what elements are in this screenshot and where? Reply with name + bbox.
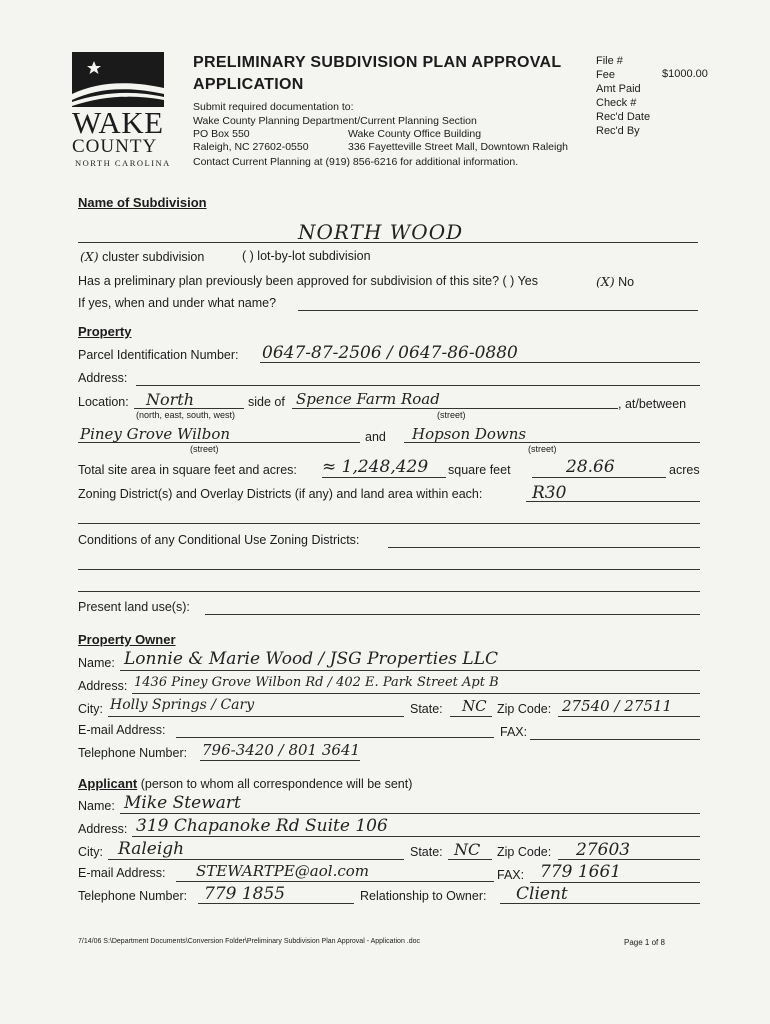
property-heading: Property (78, 324, 132, 339)
conditions-line-1[interactable] (388, 547, 700, 548)
city-text: Raleigh, NC 27602-0550 (193, 141, 309, 153)
land-use-line[interactable] (205, 614, 700, 615)
address-line[interactable] (136, 385, 700, 386)
applicant-fax-line (530, 882, 700, 883)
owner-city-line (108, 716, 404, 717)
applicant-email-line (176, 881, 494, 882)
area-sqft-value[interactable]: ≈ 1,248,429 (322, 457, 429, 477)
area-sqft-line (322, 477, 446, 478)
owner-address-line (132, 693, 700, 694)
submit-text: Submit required documentation to: (193, 101, 354, 113)
prev-approval-question: Has a preliminary plan previously been approved for subdivision of this site? ( ) Yes (78, 274, 538, 288)
owner-email-line[interactable] (176, 737, 494, 738)
street3-line (404, 442, 700, 443)
street1-hint: (street) (437, 410, 466, 420)
applicant-email-label: E-mail Address: (78, 866, 166, 880)
office-label-fee: Fee (596, 69, 615, 81)
relationship-value[interactable]: Client (516, 884, 568, 904)
applicant-address-line (132, 836, 700, 837)
parcel-line (260, 362, 700, 363)
applicant-state-value[interactable]: NC (454, 840, 481, 859)
owner-name-label: Name: (78, 656, 115, 670)
form-title (193, 52, 561, 96)
applicant-fax-label: FAX: (497, 868, 525, 882)
owner-address-label: Address: (78, 679, 128, 693)
applicant-heading-row (78, 776, 412, 791)
side-of-label: side of (248, 395, 285, 409)
at-between-label: , at/between (618, 397, 687, 411)
area-acres-value[interactable]: 28.66 (566, 457, 615, 477)
applicant-state-line (448, 859, 492, 860)
area-label: Total site area in square feet and acres: (78, 463, 297, 477)
applicant-zip-value[interactable]: 27603 (576, 840, 631, 860)
office-label-file: File # (596, 55, 623, 67)
applicant-city-line (108, 859, 404, 860)
applicant-name-label: Name: (78, 799, 115, 813)
street-text: 336 Fayetteville Street Mall, Downtown Raleigh (348, 141, 569, 153)
dept-text: Wake County Planning Department/Current Planning Section (193, 115, 477, 127)
street2-hint: (street) (190, 444, 219, 454)
applicant-heading-note: (person to whom all correspondence will be sent) (140, 777, 413, 791)
applicant-phone-value[interactable]: 779 1855 (204, 884, 286, 904)
title-line-1: PRELIMINARY SUBDIVISION PLAN APPROVAL (193, 54, 562, 71)
applicant-name-value[interactable]: Mike Stewart (124, 793, 241, 813)
po-box-text: PO Box 550 (193, 128, 250, 140)
applicant-name-line (120, 813, 700, 814)
subdivision-name-line (78, 242, 698, 243)
lot-label: lot-by-lot subdivision (257, 249, 371, 263)
street3-hint: (street) (528, 444, 557, 454)
zoning-value[interactable]: R30 (532, 483, 567, 503)
building-text: Wake County Office Building (348, 128, 482, 140)
subdivision-heading: Name of Subdivision (78, 195, 207, 210)
land-use-label: Present land use(s): (78, 600, 190, 614)
applicant-zip-line (558, 859, 700, 860)
cluster-label: cluster subdivision (102, 250, 205, 264)
owner-state-label: State: (410, 702, 443, 716)
applicant-fax-value[interactable]: 779 1661 (540, 862, 622, 882)
applicant-phone-line (198, 903, 354, 904)
office-label-recd-by: Rec'd By (596, 125, 640, 137)
owner-fax-label: FAX: (500, 725, 528, 739)
direction-hint: (north, east, south, west) (136, 410, 236, 420)
conditions-label: Conditions of any Conditional Use Zoning Districts: (78, 533, 360, 547)
relationship-line (500, 903, 700, 904)
logo-state-text: NORTH CAROLINA (75, 158, 171, 168)
owner-city-label: City: (78, 702, 103, 716)
owner-heading: Property Owner (78, 632, 176, 647)
applicant-city-label: City: (78, 845, 103, 859)
applicant-address-value[interactable]: 319 Chapanoke Rd Suite 106 (136, 816, 388, 836)
owner-phone-label: Telephone Number: (78, 746, 188, 760)
owner-address-value[interactable]: 1436 Piney Grove Wilbon Rd / 402 E. Park Street Apt B (134, 675, 499, 690)
lot-mark: ( ) (242, 249, 254, 263)
lot-checkbox[interactable] (242, 249, 371, 263)
location-direction-line (134, 408, 244, 409)
applicant-email-value[interactable]: STEWARTPE@aol.com (196, 862, 370, 880)
applicant-city-value[interactable]: Raleigh (118, 839, 185, 859)
applicant-phone-label: Telephone Number: (78, 889, 188, 903)
parcel-value[interactable]: 0647-87-2506 / 0647-86-0880 (262, 343, 518, 363)
if-yes-label: If yes, when and under what name? (78, 296, 277, 310)
owner-phone-line (200, 760, 360, 761)
sqft-label: square feet (448, 463, 511, 477)
office-use-block (596, 54, 650, 138)
fee-value: $1000.00 (662, 68, 708, 80)
street3-value[interactable]: Hopson Downs (412, 425, 527, 443)
footer-page: Page 1 of 8 (624, 938, 665, 947)
office-label-check: Check # (596, 97, 637, 109)
owner-email-label: E-mail Address: (78, 723, 166, 737)
prev-no-mark: (X) (596, 274, 615, 289)
owner-zip-value[interactable]: 27540 / 27511 (562, 697, 673, 715)
street2-value[interactable]: Piney Grove Wilbon (80, 425, 231, 443)
owner-phone-value[interactable]: 796-3420 / 801 3641 (202, 741, 361, 759)
office-label-recd-date: Rec'd Date (596, 111, 651, 123)
location-direction-value[interactable]: North (146, 390, 195, 409)
address-label: Address: (78, 371, 128, 385)
conditions-line-2[interactable] (78, 569, 700, 570)
owner-city-value[interactable]: Holly Springs / Cary (110, 697, 255, 713)
wake-county-logo-icon (72, 52, 164, 107)
prev-no-checkbox[interactable] (596, 274, 634, 289)
location-label: Location: (78, 395, 129, 409)
logo-wake-text: WAKE (72, 105, 164, 140)
cluster-checkbox[interactable] (80, 249, 204, 264)
area-acres-line (532, 477, 666, 478)
street1-line (292, 408, 618, 409)
acres-label: acres (669, 463, 700, 477)
conditions-line-3[interactable] (78, 591, 700, 592)
and-label: and (365, 430, 386, 444)
office-label-amt-paid: Amt Paid (596, 83, 641, 95)
contact-text: Contact Current Planning at (919) 856-6216 for additional information. (193, 156, 519, 168)
if-yes-line[interactable] (298, 310, 698, 311)
owner-fax-line[interactable] (530, 739, 700, 740)
owner-name-value[interactable]: Lonnie & Marie Wood / JSG Properties LLC (124, 649, 498, 669)
title-line-2: APPLICATION (193, 76, 304, 93)
applicant-zip-label: Zip Code: (497, 845, 552, 859)
relationship-label: Relationship to Owner: (360, 889, 487, 903)
cluster-mark: (X) (80, 249, 99, 264)
zoning-label: Zoning District(s) and Overlay Districts (if any) and land area within each: (78, 487, 483, 501)
zoning-line (526, 501, 700, 502)
logo-county-text: COUNTY (72, 136, 158, 157)
applicant-address-label: Address: (78, 822, 128, 836)
parcel-label: Parcel Identification Number: (78, 348, 239, 362)
owner-state-line (450, 716, 492, 717)
owner-name-line (120, 670, 700, 671)
street1-value[interactable]: Spence Farm Road (296, 390, 440, 408)
applicant-state-label: State: (410, 845, 443, 859)
zoning-line-2[interactable] (78, 523, 700, 524)
owner-zip-label: Zip Code: (497, 702, 552, 716)
prev-no-label: No (618, 275, 635, 289)
footer-path: 7/14/06 S:\Department Documents\Conversion Folder\Preliminary Subdivision Plan Approval - Application .doc (78, 938, 421, 945)
owner-state-value[interactable]: NC (462, 697, 487, 715)
subdivision-name-value[interactable]: NORTH WOOD (298, 220, 464, 244)
applicant-heading: Applicant (78, 776, 138, 791)
street2-line (78, 442, 360, 443)
owner-zip-line (558, 716, 700, 717)
